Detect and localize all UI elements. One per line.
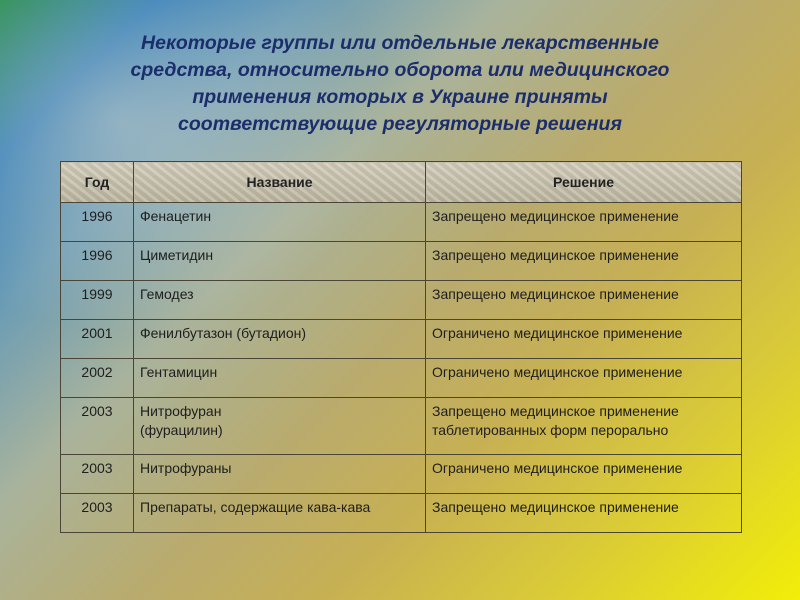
cell-year: 2003 [61, 398, 134, 455]
title-line: соответствующие регуляторные решения [178, 113, 622, 135]
title-line: средства, относительно оборота или медицинского [130, 59, 670, 81]
cell-decision [426, 203, 742, 242]
cell-decision-line: таблетированных форм перорально [432, 422, 669, 438]
cell-name-line: Фенацетин [140, 208, 212, 224]
table-row [61, 281, 742, 320]
cell-decision [426, 455, 742, 494]
table-row [61, 203, 742, 242]
cell-name-line: Нитрофураны [140, 460, 232, 476]
cell-decision-line: Ограничено медицинское применение [432, 325, 683, 341]
cell-year: 1996 [61, 203, 134, 242]
cell-decision-line: Ограничено медицинское применение [432, 460, 683, 476]
cell-decision-line: Запрещено медицинское применение [432, 247, 679, 263]
cell-name [134, 455, 426, 494]
cell-year: 2003 [61, 494, 134, 533]
cell-decision-line: Запрещено медицинское применение [432, 208, 679, 224]
cell-decision [426, 320, 742, 359]
cell-year: 2002 [61, 359, 134, 398]
cell-name-line: Циметидин [140, 247, 214, 263]
column-header-decision: Решение [426, 162, 742, 203]
cell-name [134, 494, 426, 533]
table-row [61, 242, 742, 281]
cell-year: 2001 [61, 320, 134, 359]
cell-name-line: Гентамицин [140, 364, 218, 380]
cell-year: 1999 [61, 281, 134, 320]
cell-year: 1996 [61, 242, 134, 281]
cell-decision [426, 281, 742, 320]
cell-decision [426, 359, 742, 398]
cell-name-line: Фенилбутазон (бутадион) [140, 325, 306, 341]
cell-name-line: Нитрофуран [140, 403, 222, 419]
column-header-name: Название [134, 162, 426, 203]
cell-name [134, 398, 426, 455]
cell-decision-line: Запрещено медицинское применение [432, 286, 679, 302]
cell-name [134, 203, 426, 242]
cell-name [134, 281, 426, 320]
title-line: применения которых в Украине приняты [192, 86, 608, 108]
table-row [61, 494, 742, 533]
column-header-year: Год [61, 162, 134, 203]
cell-decision [426, 494, 742, 533]
cell-year: 2003 [61, 455, 134, 494]
cell-name [134, 320, 426, 359]
cell-decision-line: Запрещено медицинское применение [432, 403, 679, 419]
table-header-row [61, 162, 742, 203]
cell-decision-line: Ограничено медицинское применение [432, 364, 683, 380]
table-row [61, 398, 742, 455]
cell-name-line: Препараты, содержащие кава-кава [140, 499, 371, 515]
table-row [61, 320, 742, 359]
cell-name-line: Гемодез [140, 286, 194, 302]
cell-name [134, 359, 426, 398]
cell-name-line: (фурацилин) [140, 422, 223, 438]
table-row [61, 455, 742, 494]
cell-decision [426, 398, 742, 455]
cell-decision [426, 242, 742, 281]
regulatory-decisions-table [60, 161, 742, 533]
table-row [61, 359, 742, 398]
title-line: Некоторые группы или отдельные лекарственные [141, 32, 659, 54]
cell-name [134, 242, 426, 281]
slide-title [80, 30, 720, 138]
cell-decision-line: Запрещено медицинское применение [432, 499, 679, 515]
